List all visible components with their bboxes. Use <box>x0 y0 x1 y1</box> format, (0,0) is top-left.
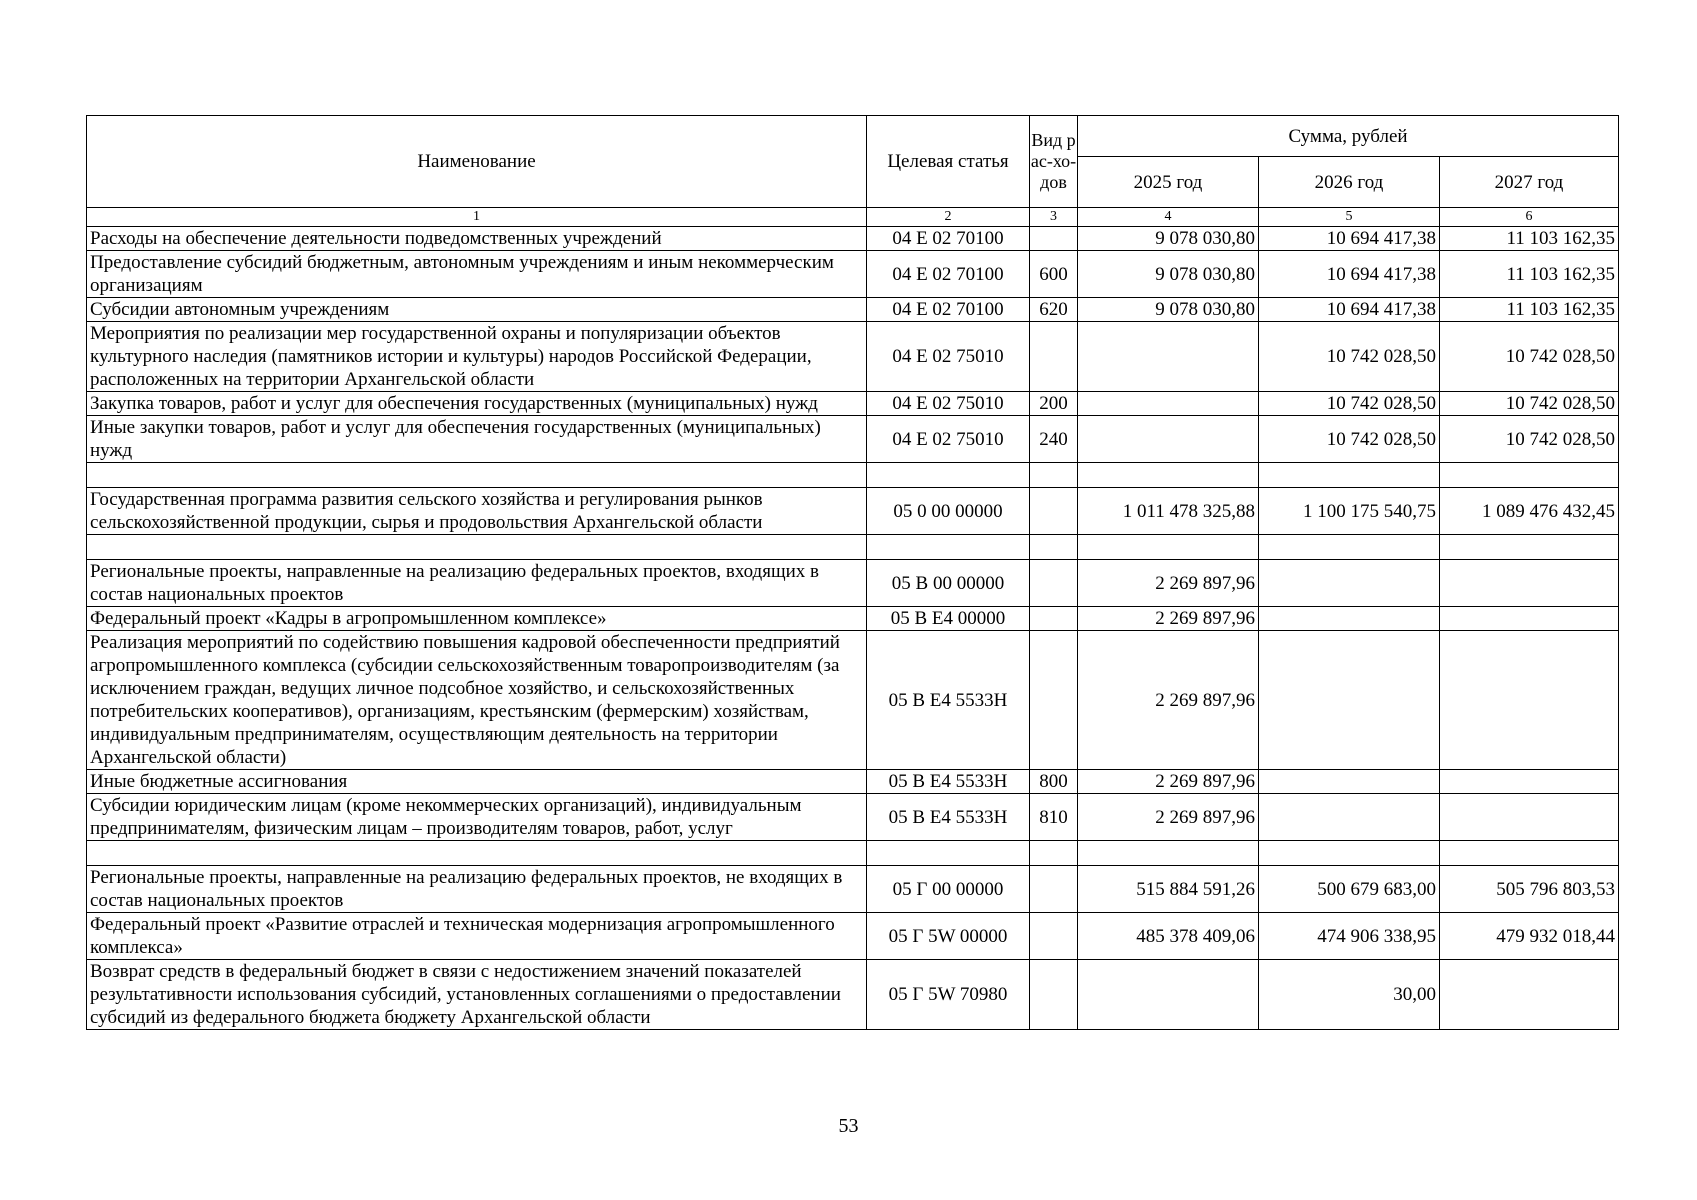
row-name-cell: Возврат средств в федеральный бюджет в связи с недостижением значений показателей результативности использования субсидий, установленных соглашениями о предоставлении субсидий из федерального бюджета бюджету Архангельской области <box>87 960 867 1030</box>
header-sum: Сумма, рублей <box>1078 116 1619 157</box>
amount-2027-cell <box>1440 794 1619 841</box>
table-row <box>87 560 1619 607</box>
table-row <box>87 866 1619 913</box>
amount-2025-cell: 2 269 897,96 <box>1078 560 1259 607</box>
amount-2025-cell: 2 269 897,96 <box>1078 631 1259 770</box>
target-article-cell: 04 Е 02 75010 <box>867 322 1030 392</box>
amount-2027-cell: 10 742 028,50 <box>1440 392 1619 416</box>
target-article-cell: 05 Г 00 00000 <box>867 866 1030 913</box>
amount-2025-cell <box>1078 392 1259 416</box>
empty-cell <box>1030 463 1078 488</box>
table-row <box>87 416 1619 463</box>
amount-2025-cell <box>1078 416 1259 463</box>
amount-2027-cell: 10 742 028,50 <box>1440 322 1619 392</box>
row-name-cell: Предоставление субсидий бюджетным, автономным учреждениям и иным некоммерческим организациям <box>87 251 867 298</box>
target-article-cell: 05 В Е4 00000 <box>867 607 1030 631</box>
header-year-2025: 2025 год <box>1078 157 1259 208</box>
amount-2026-cell: 10 742 028,50 <box>1259 322 1440 392</box>
amount-2026-cell: 10 694 417,38 <box>1259 227 1440 251</box>
empty-cell <box>1259 463 1440 488</box>
empty-cell <box>1259 535 1440 560</box>
header-year-2026: 2026 год <box>1259 157 1440 208</box>
table-row <box>87 794 1619 841</box>
table-row <box>87 770 1619 794</box>
empty-cell <box>87 841 867 866</box>
table-row <box>87 298 1619 322</box>
target-article-cell: 05 0 00 00000 <box>867 488 1030 535</box>
amount-2027-cell: 11 103 162,35 <box>1440 227 1619 251</box>
expense-type-cell: 810 <box>1030 794 1078 841</box>
column-number: 6 <box>1440 208 1619 227</box>
empty-cell <box>1440 463 1619 488</box>
amount-2026-cell <box>1259 560 1440 607</box>
expense-type-cell: 620 <box>1030 298 1078 322</box>
amount-2027-cell <box>1440 960 1619 1030</box>
table-row <box>87 913 1619 960</box>
amount-2025-cell <box>1078 960 1259 1030</box>
column-number: 5 <box>1259 208 1440 227</box>
table-row <box>87 251 1619 298</box>
expense-type-cell: 240 <box>1030 416 1078 463</box>
header-name: Наименование <box>87 116 867 208</box>
empty-cell <box>1078 841 1259 866</box>
amount-2026-cell <box>1259 794 1440 841</box>
target-article-cell: 04 Е 02 75010 <box>867 392 1030 416</box>
amount-2025-cell <box>1078 322 1259 392</box>
empty-cell <box>1030 841 1078 866</box>
header-year-2027: 2027 год <box>1440 157 1619 208</box>
amount-2025-cell: 9 078 030,80 <box>1078 227 1259 251</box>
target-article-cell: 04 Е 02 75010 <box>867 416 1030 463</box>
expense-type-cell <box>1030 322 1078 392</box>
table-body <box>87 227 1619 1030</box>
expense-type-cell <box>1030 866 1078 913</box>
table-row <box>87 488 1619 535</box>
target-article-cell: 05 В 00 00000 <box>867 560 1030 607</box>
header-target-article: Целевая статья <box>867 116 1030 208</box>
table-row <box>87 607 1619 631</box>
empty-cell <box>87 463 867 488</box>
amount-2025-cell: 1 011 478 325,88 <box>1078 488 1259 535</box>
page-number: 53 <box>838 1115 859 1137</box>
empty-cell <box>867 535 1030 560</box>
amount-2026-cell: 474 906 338,95 <box>1259 913 1440 960</box>
amount-2027-cell: 1 089 476 432,45 <box>1440 488 1619 535</box>
table-row <box>87 960 1619 1030</box>
empty-cell <box>1078 535 1259 560</box>
row-name-cell: Субсидии юридическим лицам (кроме некоммерческих организаций), индивидуальным предпринимателям, физическим лицам – производителям товаров, работ, услуг <box>87 794 867 841</box>
empty-cell <box>867 841 1030 866</box>
expense-type-cell <box>1030 488 1078 535</box>
header-expense-type: Вид рас-хо-дов <box>1030 116 1078 208</box>
amount-2026-cell: 10 742 028,50 <box>1259 392 1440 416</box>
expense-type-cell <box>1030 560 1078 607</box>
amount-2026-cell: 1 100 175 540,75 <box>1259 488 1440 535</box>
expense-type-cell: 600 <box>1030 251 1078 298</box>
row-name-cell: Закупка товаров, работ и услуг для обеспечения государственных (муниципальных) нужд <box>87 392 867 416</box>
row-name-cell: Мероприятия по реализации мер государственной охраны и популяризации объектов культурного наследия (памятников истории и культуры) народов Российской Федерации, расположенных на территории Архангельской области <box>87 322 867 392</box>
amount-2027-cell: 505 796 803,53 <box>1440 866 1619 913</box>
row-name-cell: Иные закупки товаров, работ и услуг для обеспечения государственных (муниципальных) нужд <box>87 416 867 463</box>
amount-2026-cell: 500 679 683,00 <box>1259 866 1440 913</box>
amount-2025-cell: 9 078 030,80 <box>1078 251 1259 298</box>
empty-cell <box>1440 535 1619 560</box>
column-number: 1 <box>87 208 867 227</box>
amount-2025-cell: 9 078 030,80 <box>1078 298 1259 322</box>
row-name-cell: Региональные проекты, направленные на реализацию федеральных проектов, не входящих в состав национальных проектов <box>87 866 867 913</box>
row-name-cell: Расходы на обеспечение деятельности подведомственных учреждений <box>87 227 867 251</box>
empty-cell <box>87 535 867 560</box>
expense-type-cell: 200 <box>1030 392 1078 416</box>
target-article-cell: 04 Е 02 70100 <box>867 227 1030 251</box>
expense-type-cell <box>1030 631 1078 770</box>
target-article-cell: 04 Е 02 70100 <box>867 251 1030 298</box>
amount-2027-cell <box>1440 631 1619 770</box>
amount-2025-cell: 515 884 591,26 <box>1078 866 1259 913</box>
amount-2027-cell: 11 103 162,35 <box>1440 251 1619 298</box>
amount-2027-cell <box>1440 607 1619 631</box>
empty-cell <box>867 463 1030 488</box>
row-name-cell: Федеральный проект «Кадры в агропромышленном комплексе» <box>87 607 867 631</box>
table-header <box>87 116 1619 227</box>
expense-type-cell <box>1030 960 1078 1030</box>
amount-2025-cell: 485 378 409,06 <box>1078 913 1259 960</box>
budget-table <box>86 115 1619 1030</box>
table-row <box>87 392 1619 416</box>
column-number: 2 <box>867 208 1030 227</box>
expense-type-cell <box>1030 227 1078 251</box>
column-number: 3 <box>1030 208 1078 227</box>
amount-2026-cell: 10 742 028,50 <box>1259 416 1440 463</box>
table-row <box>87 322 1619 392</box>
amount-2026-cell <box>1259 770 1440 794</box>
row-name-cell: Государственная программа развития сельского хозяйства и регулирования рынков сельскохозяйственной продукции, сырья и продовольствия Архангельской области <box>87 488 867 535</box>
amount-2027-cell: 10 742 028,50 <box>1440 416 1619 463</box>
amount-2027-cell: 479 932 018,44 <box>1440 913 1619 960</box>
empty-cell <box>1440 841 1619 866</box>
row-name-cell: Субсидии автономным учреждениям <box>87 298 867 322</box>
row-name-cell: Реализация мероприятий по содействию повышения кадровой обеспеченности предприятий агропромышленного комплекса (субсидии сельскохозяйственным товаропроизводителям (за исключением граждан, ведущих личное подсобное хозяйство, и сельскохозяйственных потребительских кооперативов), организациям, крестьянским (фермерским) хозяйствам, индивидуальным предпринимателям, осуществляющим деятельность на территории Архангельской области) <box>87 631 867 770</box>
expense-type-cell: 800 <box>1030 770 1078 794</box>
target-article-cell: 04 Е 02 70100 <box>867 298 1030 322</box>
amount-2026-cell: 30,00 <box>1259 960 1440 1030</box>
target-article-cell: 05 Г 5W 70980 <box>867 960 1030 1030</box>
row-name-cell: Иные бюджетные ассигнования <box>87 770 867 794</box>
empty-cell <box>1078 463 1259 488</box>
spacer-row <box>87 535 1619 560</box>
expense-type-cell <box>1030 607 1078 631</box>
target-article-cell: 05 В Е4 5533Н <box>867 631 1030 770</box>
amount-2026-cell <box>1259 631 1440 770</box>
spacer-row <box>87 463 1619 488</box>
amount-2026-cell: 10 694 417,38 <box>1259 251 1440 298</box>
amount-2027-cell <box>1440 560 1619 607</box>
amount-2026-cell: 10 694 417,38 <box>1259 298 1440 322</box>
column-number: 4 <box>1078 208 1259 227</box>
target-article-cell: 05 В Е4 5533Н <box>867 770 1030 794</box>
empty-cell <box>1030 535 1078 560</box>
table-row <box>87 631 1619 770</box>
expense-type-cell <box>1030 913 1078 960</box>
amount-2025-cell: 2 269 897,96 <box>1078 607 1259 631</box>
spacer-row <box>87 841 1619 866</box>
amount-2025-cell: 2 269 897,96 <box>1078 770 1259 794</box>
amount-2027-cell: 11 103 162,35 <box>1440 298 1619 322</box>
amount-2025-cell: 2 269 897,96 <box>1078 794 1259 841</box>
row-name-cell: Федеральный проект «Развитие отраслей и техническая модернизация агропромышленного комплекса» <box>87 913 867 960</box>
table-row <box>87 227 1619 251</box>
empty-cell <box>1259 841 1440 866</box>
row-name-cell: Региональные проекты, направленные на реализацию федеральных проектов, входящих в состав национальных проектов <box>87 560 867 607</box>
amount-2027-cell <box>1440 770 1619 794</box>
target-article-cell: 05 В Е4 5533Н <box>867 794 1030 841</box>
amount-2026-cell <box>1259 607 1440 631</box>
target-article-cell: 05 Г 5W 00000 <box>867 913 1030 960</box>
